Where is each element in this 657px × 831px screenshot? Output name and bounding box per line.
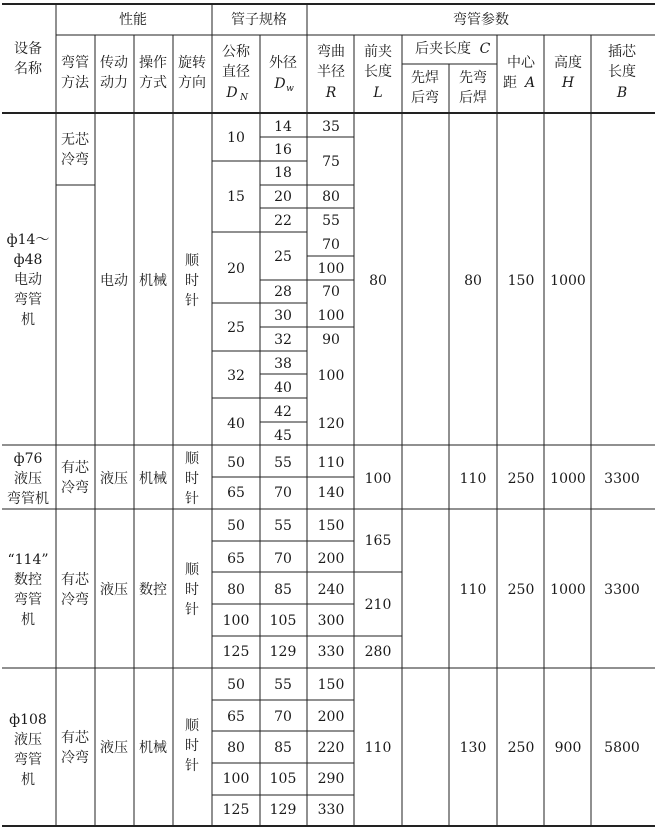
header-pipe-spec: 管子规格: [231, 12, 287, 28]
header-weld-first-1: 先焊: [411, 70, 439, 86]
m4-outer: 55: [274, 677, 292, 693]
header-operation-2: 方式: [139, 75, 167, 91]
m1-method-2: 冷弯: [61, 152, 89, 168]
header-outer-dia: 外径: [269, 55, 297, 71]
m3-rotation-2: 时: [185, 582, 199, 598]
header-nominal-subscript: N: [240, 93, 248, 103]
m4-front: 110: [364, 740, 392, 756]
m3-outer: 55: [274, 518, 292, 534]
m4-radius: 330: [317, 802, 345, 818]
m4-outer: 129: [269, 802, 297, 818]
header-nominal-symbol: D: [226, 85, 238, 101]
m3-front: 280: [364, 644, 392, 660]
header-drive-2: 动力: [100, 75, 128, 91]
m3-drive: 液压: [100, 582, 128, 598]
m1-outer: 18: [274, 165, 292, 181]
m1-operation: 机械: [139, 273, 167, 289]
m3-name-1: “114”: [7, 552, 49, 568]
m4-rotation-1: 顺: [185, 718, 199, 734]
m3-outer: 70: [274, 551, 292, 567]
header-insert-symbol: B: [616, 85, 628, 101]
m1-radius: 70: [322, 237, 340, 253]
m3-nominal: 80: [227, 582, 245, 598]
m1-radius: 100: [317, 368, 345, 384]
m1-outer: 38: [274, 356, 292, 372]
m1-front: 80: [369, 273, 387, 289]
m3-method-1: 有芯: [61, 572, 89, 588]
m1-nominal: 32: [227, 368, 245, 384]
m3-name-2: 数控: [14, 572, 42, 588]
header-drive-1: 传动: [100, 55, 128, 71]
m3-rotation-1: 顺: [185, 562, 199, 578]
header-bend-method-1: 弯管: [61, 55, 89, 71]
header-bend-method-2: 方法: [61, 75, 89, 91]
m3-name-3: 弯管: [14, 592, 42, 608]
m2-name-2: 液压: [14, 471, 42, 487]
m3-front: 165: [364, 533, 392, 549]
m2-method-1: 有芯: [61, 460, 89, 476]
m1-outer: 45: [274, 428, 292, 444]
header-center-2: 距: [503, 75, 517, 91]
m1-outer: 30: [274, 308, 292, 324]
m3-nominal: 50: [227, 518, 245, 534]
m4-height: 900: [554, 740, 582, 756]
header-rear-group: 后夹长度: [415, 41, 471, 57]
m1-radius: 120: [317, 416, 345, 432]
m2-name-1: ф76: [13, 451, 43, 467]
m4-drive: 液压: [100, 740, 128, 756]
m1-outer: 28: [274, 284, 292, 300]
m1-name-1: ф14～: [6, 232, 50, 248]
m2-front: 100: [364, 471, 392, 487]
m4-name-2: 液压: [14, 732, 42, 748]
m1-outer: 22: [274, 213, 292, 229]
m1-radius: 100: [317, 261, 345, 277]
m3-radius: 300: [317, 613, 345, 629]
m4-radius: 150: [317, 677, 345, 693]
m1-outer: 32: [274, 332, 292, 348]
m1-outer: 42: [274, 404, 292, 420]
m3-nominal: 125: [222, 644, 250, 660]
m2-outer: 70: [274, 485, 292, 501]
m4-nominal: 50: [227, 677, 245, 693]
m1-name-5: 机: [21, 312, 35, 328]
m2-insert: 3300: [604, 471, 640, 487]
m4-rotation-3: 针: [185, 758, 199, 774]
header-rotation-1: 旋转: [178, 55, 206, 71]
m3-radius: 330: [317, 644, 345, 660]
m3-outer: 105: [269, 613, 297, 629]
header-outer-symbol: D: [274, 76, 286, 92]
m4-outer: 85: [274, 740, 292, 756]
m1-radius: 35: [322, 119, 340, 135]
header-radius-symbol: R: [325, 85, 337, 101]
header-device-2: 名称: [14, 61, 42, 77]
m1-radius: 90: [322, 332, 340, 348]
m1-name-2: ф48: [13, 252, 43, 268]
m2-nominal: 65: [227, 485, 245, 501]
header-nominal-2: 直径: [222, 64, 250, 80]
m1-drive: 电动: [100, 273, 128, 289]
table-text: [7, 11, 640, 818]
m1-outer: 14: [274, 119, 292, 135]
header-bend-params: 弯管参数: [453, 12, 509, 28]
header-height-symbol: H: [561, 75, 575, 91]
header-radius-2: 半径: [317, 64, 345, 80]
header-outer-subscript: w: [286, 84, 294, 94]
header-rotation-2: 方向: [178, 75, 206, 91]
m1-rear-bend-first: 80: [464, 273, 482, 289]
m4-outer: 70: [274, 709, 292, 725]
m4-nominal: 125: [222, 802, 250, 818]
header-insert-1: 插芯: [608, 44, 636, 60]
m3-outer: 129: [269, 644, 297, 660]
m4-name-1: ф108: [9, 712, 47, 728]
m2-nominal: 50: [227, 455, 245, 471]
header-height: 高度: [554, 55, 582, 71]
m4-nominal: 100: [222, 771, 250, 787]
m4-insert: 5800: [604, 740, 640, 756]
header-radius-1: 弯曲: [317, 44, 345, 60]
header-center-1: 中心: [507, 55, 535, 71]
m1-rotation-3: 针: [185, 293, 199, 309]
header-performance: 性能: [119, 12, 147, 28]
m4-nominal: 65: [227, 709, 245, 725]
header-bend-first-2: 后焊: [459, 90, 487, 106]
m3-radius: 150: [317, 518, 345, 534]
header-device-1: 设备: [14, 41, 42, 57]
m3-outer: 85: [274, 582, 292, 598]
header-insert-2: 长度: [608, 64, 636, 80]
m3-height: 1000: [550, 582, 586, 598]
m1-name-4: 弯管: [14, 292, 42, 308]
m4-rotation-2: 时: [185, 738, 199, 754]
m1-radius: 55: [322, 213, 340, 229]
m2-rear-bend-first: 110: [459, 471, 487, 487]
header-nominal-1: 公称: [222, 44, 250, 60]
m4-outer: 105: [269, 771, 297, 787]
m2-center: 250: [507, 471, 535, 487]
m1-rotation-2: 时: [185, 273, 199, 289]
m4-method-1: 有芯: [61, 730, 89, 746]
m4-center: 250: [507, 740, 535, 756]
m2-outer: 55: [274, 455, 292, 471]
m4-nominal: 80: [227, 740, 245, 756]
m1-outer: 25: [274, 249, 292, 265]
header-front-1: 前夹: [364, 44, 392, 60]
m1-radius: 80: [322, 189, 340, 205]
m1-nominal: 10: [227, 130, 245, 146]
m1-method-1: 无芯: [61, 132, 89, 148]
m3-name-4: 机: [21, 612, 35, 628]
m3-rear-bend-first: 110: [459, 582, 487, 598]
m2-name-3: 弯管机: [7, 491, 49, 507]
m3-radius: 200: [317, 551, 345, 567]
m1-nominal: 20: [227, 261, 245, 277]
m1-radius: 70: [322, 284, 340, 300]
m2-height: 1000: [550, 471, 586, 487]
m4-radius: 200: [317, 709, 345, 725]
m3-center: 250: [507, 582, 535, 598]
m1-name-3: 电动: [14, 272, 42, 288]
m2-operation: 机械: [139, 471, 167, 487]
header-weld-first-2: 后弯: [411, 90, 439, 106]
header-rear-symbol: C: [479, 41, 491, 57]
m1-radius: 100: [317, 308, 345, 324]
m3-nominal: 100: [222, 613, 250, 629]
m3-insert: 3300: [604, 582, 640, 598]
m2-drive: 液压: [100, 471, 128, 487]
header-front-2: 长度: [364, 64, 392, 80]
m1-nominal: 40: [227, 416, 245, 432]
m2-radius: 110: [317, 455, 345, 471]
m1-outer: 20: [274, 189, 292, 205]
m4-operation: 机械: [139, 740, 167, 756]
m1-nominal: 15: [227, 189, 245, 205]
header-operation-1: 操作: [139, 55, 167, 71]
header-front-symbol: L: [373, 85, 383, 101]
m1-height: 1000: [550, 273, 586, 289]
m3-nominal: 65: [227, 551, 245, 567]
m4-rear-bend-first: 130: [459, 740, 487, 756]
m3-operation: 数控: [139, 582, 167, 598]
m2-radius: 140: [317, 485, 345, 501]
m1-outer: 40: [274, 380, 292, 396]
m1-nominal: 25: [227, 320, 245, 336]
m1-outer: 16: [274, 142, 292, 158]
m4-radius: 220: [317, 740, 345, 756]
m2-method-2: 冷弯: [61, 480, 89, 496]
m3-radius: 240: [317, 582, 345, 598]
m3-front: 210: [364, 597, 392, 613]
m4-name-4: 机: [21, 772, 35, 788]
m4-radius: 290: [317, 771, 345, 787]
m2-rotation-2: 时: [185, 471, 199, 487]
m2-rotation-1: 顺: [185, 451, 199, 467]
m4-name-3: 弯管: [14, 752, 42, 768]
m1-radius: 75: [322, 154, 340, 170]
m3-method-2: 冷弯: [61, 592, 89, 608]
header-bend-first-1: 先弯: [459, 70, 487, 86]
m3-rotation-3: 针: [185, 602, 199, 618]
m4-method-2: 冷弯: [61, 750, 89, 766]
m2-rotation-3: 针: [185, 491, 199, 507]
m1-rotation-1: 顺: [185, 253, 199, 269]
m1-center: 150: [507, 273, 535, 289]
header-center-symbol: A: [524, 75, 536, 91]
